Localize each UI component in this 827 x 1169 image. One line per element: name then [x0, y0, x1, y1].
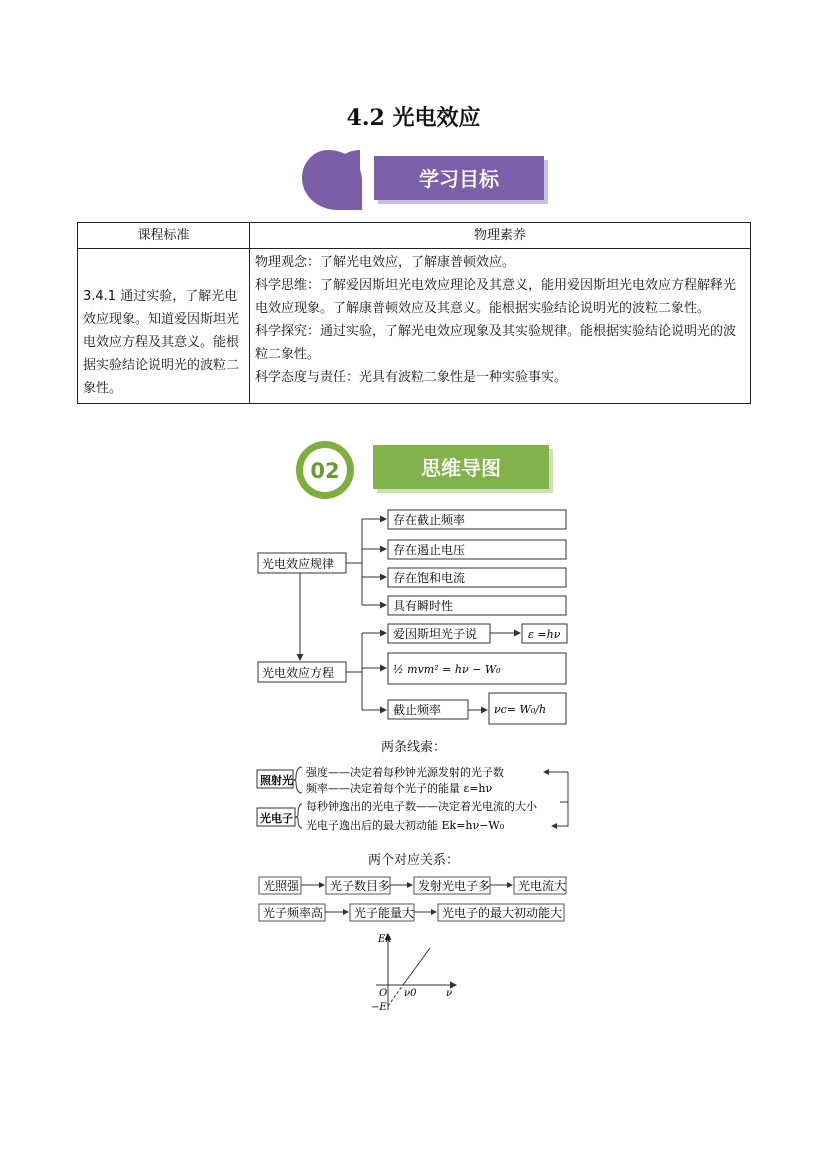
header-literacy: 物理素养 — [250, 223, 751, 249]
photon-equation: ε =hν — [528, 628, 561, 641]
header-standard: 课程标准 — [78, 223, 250, 249]
banner-2-label: 思维导图 — [421, 456, 501, 480]
relation-item: 发射光电子多 — [418, 879, 491, 893]
relation-item: 光电子的最大初动能大 — [442, 906, 563, 920]
clue-electron: 光电子 — [260, 812, 293, 825]
relations-diagram — [256, 874, 568, 924]
relation-item: 光子数目多 — [330, 879, 391, 893]
electron-item: 每秒钟逸出的光电子数——决定着光电流的大小 — [306, 800, 537, 813]
literacy-line: 科学思维：了解爱因斯坦光电效应理论及其意义，能用爱因斯坦光电效应方程解释光电效应现象。了解康普顿效应及其意义。能根据实验结论说明光的波粒二象性。 — [255, 278, 737, 316]
clues-diagram — [254, 762, 574, 832]
einstein-equation: ½ mvm² = hν − W₀ — [393, 663, 501, 676]
literacy-line: 科学态度与责任：光具有波粒二象性是一种实验事实。 — [255, 370, 568, 385]
graph-x-label: ν — [446, 988, 453, 999]
root-rules: 光电效应规律 — [262, 557, 335, 571]
relation-item: 光子能量大 — [354, 906, 415, 920]
graph-nu0: ν0 — [404, 988, 417, 999]
root-equation: 光电效应方程 — [262, 666, 335, 680]
standard-cell: 3.4.1 通过实验，了解光电效应现象。知道爱因斯坦光电效应方程及其意义。能根据实验结论说明光的波粒二象性。 — [78, 249, 250, 404]
page-title: 4.2 光电效应 — [346, 105, 481, 131]
photon-theory: 爱因斯坦光子说 — [393, 627, 478, 641]
ek-graph — [366, 930, 466, 1015]
mind-map-diagram — [250, 505, 580, 730]
graph-neg-e: −E — [371, 1002, 387, 1013]
rule-item: 具有瞬时性 — [393, 599, 454, 613]
rule-item: 存在截止频率 — [393, 513, 466, 527]
electron-item: 光电子逸出后的最大初动能 Ek=hν−W₀ — [306, 819, 505, 832]
cutoff-equation: νc= W₀/h — [494, 703, 547, 716]
light-item: 强度——决定着每秒钟光源发射的光子数 — [306, 766, 504, 779]
graph-y-label: Ek — [378, 934, 392, 945]
relation-item: 光电流大 — [518, 879, 567, 893]
banner-learning-goals — [298, 148, 553, 214]
banner-1-label: 学习目标 — [419, 167, 499, 191]
literacy-line: 物理观念：了解光电效应，了解康普顿效应。 — [255, 255, 516, 270]
relations-title: 两个对应关系： — [367, 853, 459, 868]
graph-origin: O — [379, 988, 388, 999]
literacy-line: 科学探究：通过实验，了解光电效应现象及其实验规律。能根据实验结论说明光的波粒二象性。 — [255, 324, 737, 362]
rule-item: 存在遏止电压 — [393, 543, 466, 557]
light-item: 频率——决定着每个光子的能量 ε=hν — [306, 782, 493, 795]
rule-item: 存在饱和电流 — [393, 571, 466, 585]
cutoff-frequency: 截止频率 — [393, 703, 442, 717]
relation-item: 光照强 — [263, 879, 300, 893]
clues-title: 两条线索： — [380, 740, 446, 755]
relation-item: 光子频率高 — [263, 906, 324, 920]
goals-table — [77, 222, 751, 404]
banner-2-number: 02 — [310, 459, 340, 483]
banner-mind-map — [291, 440, 556, 502]
clue-light: 照射光 — [260, 774, 293, 787]
